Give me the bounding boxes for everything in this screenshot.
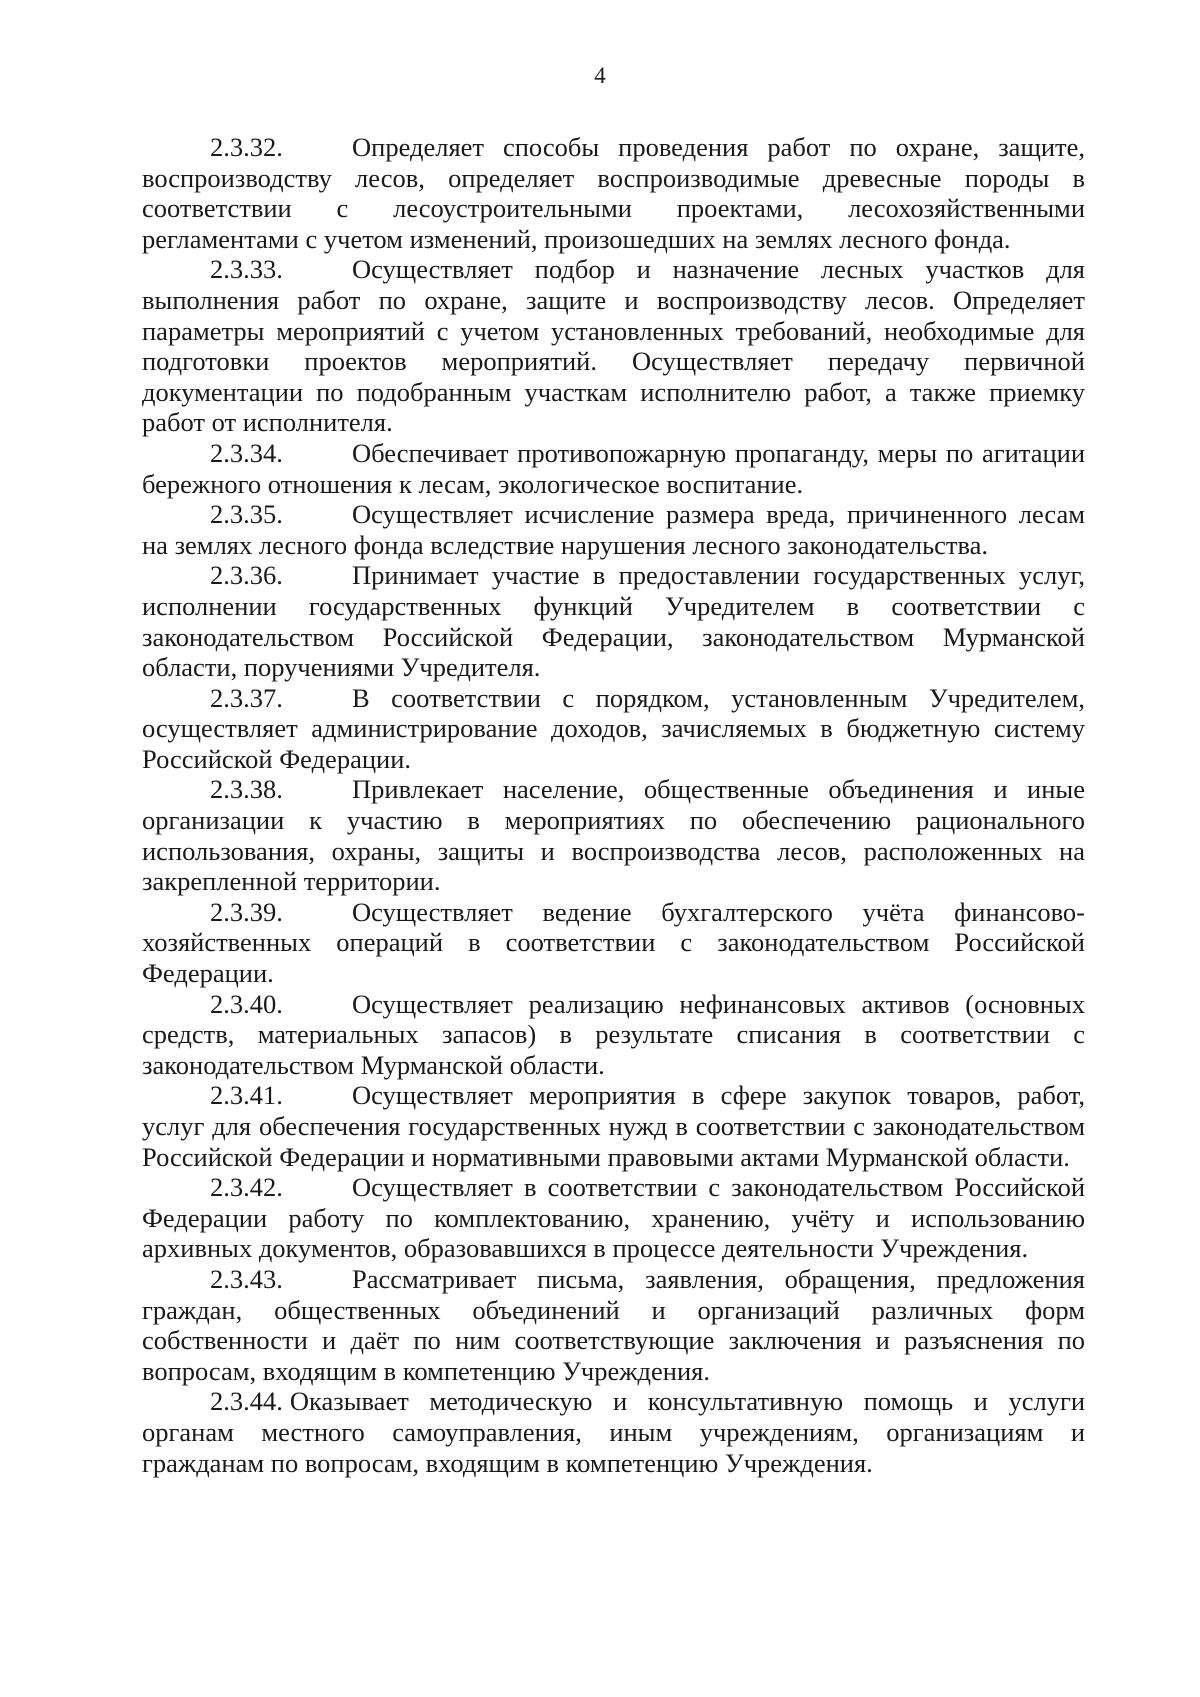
clause-text: Осуществляет подбор и назначение лесных участков для выполнения работ по охране, защите и воспроизводству лесов. Определяет параметры мероприятий с учетом установленных требований, необходимые для подготовки проектов мероприятий. Осуществляет передачу первичной документации по подобранным участкам исполнителю работ, а также приемку работ от исполнителя. xyxy=(142,254,1085,438)
clause-item xyxy=(142,132,1085,254)
clause-text: Осуществляет мероприятия в сфере закупок товаров, работ, услуг для обеспечения государственных нужд в соответствии с законодательством Российской Федерации и нормативными правовыми актами Мурманской области. xyxy=(142,1080,1085,1172)
clause-item xyxy=(142,683,1085,775)
clause-text: Осуществляет ведение бухгалтерского учёта финансово-хозяйственных операций в соответствии с законодательством Российской Федерации. xyxy=(142,896,1085,989)
clause-item xyxy=(142,560,1085,682)
clause-number: 2.3.43. xyxy=(210,1263,283,1294)
clause-item xyxy=(142,1172,1085,1264)
clause-number: 2.3.40. xyxy=(210,988,283,1019)
page-number: 4 xyxy=(594,63,606,88)
clause-number: 2.3.38. xyxy=(210,774,283,805)
clause-item xyxy=(142,438,1085,499)
clause-item xyxy=(142,1080,1085,1172)
clause-text: Осуществляет реализацию нефинансовых активов (основных средств, материальных запасов) в результате списания в соответствии с законодательством Мурманской области. xyxy=(142,988,1085,1080)
clause-text: Определяет способы проведения работ по охране, защите, воспроизводству лесов, определяет воспроизводимые древесные породы в соответствии с лесоустроительными проектами, лесохозяйственными регламентами с учетом изменений, произошедших на землях лесного фонда. xyxy=(142,132,1085,254)
clause-text: Обеспечивает противопожарную пропаганду, меры по агитации бережного отношения к лесам, экологическое воспитание. xyxy=(142,437,1085,499)
clause-number: 2.3.32. xyxy=(210,132,283,162)
clause-number: 2.3.34. xyxy=(210,437,283,468)
clause-number: 2.3.39. xyxy=(210,896,283,927)
clause-number: 2.3.33. xyxy=(210,254,283,285)
clause-item xyxy=(142,499,1085,560)
clause-item xyxy=(142,1264,1085,1386)
clause-number: 2.3.41. xyxy=(210,1080,283,1111)
clause-item xyxy=(142,897,1085,989)
document-body xyxy=(142,132,1085,1478)
clause-item xyxy=(142,254,1085,438)
clause-number: 2.3.37. xyxy=(210,682,283,713)
clause-number: 2.3.35. xyxy=(210,499,283,530)
clause-item xyxy=(142,774,1085,896)
clause-text: Рассматривает письма, заявления, обращения, предложения граждан, общественных объединений и организаций различных форм собственности и даёт по ним соответствующие заключения и разъяснения по вопросам, входящим в компетенцию Учреждения. xyxy=(142,1263,1085,1386)
clause-text: Принимает участие в предоставлении государственных услуг, исполнении государственных функций Учредителем в соответствии с законодательством Российской Федерации, законодательством Мурманской области, поручениями Учредителя. xyxy=(142,560,1085,683)
clause-text: Оказывает методическую и консультативную помощь и услуги органам местного самоуправления, иным учреждениям, организациям и гражданам по вопросам, входящим в компетенцию Учреждения. xyxy=(142,1386,1085,1478)
clause-text: Осуществляет в соответствии с законодательством Российской Федерации работу по комплектованию, хранению, учёту и использованию архивных документов, образовавшихся в процессе деятельности Учреждения. xyxy=(142,1172,1085,1264)
clause-text: Привлекает население, общественные объединения и иные организации к участию в мероприятиях по обеспечению рационального использования, охраны, защиты и воспроизводства лесов, расположенных на закрепленной территории. xyxy=(142,774,1085,897)
clause-number: 2.3.42. xyxy=(210,1172,283,1203)
clause-item xyxy=(142,1386,1085,1478)
clause-text: Осуществляет исчисление размера вреда, причиненного лесам на землях лесного фонда вследствие нарушения лесного законодательства. xyxy=(142,499,1085,560)
clause-text: В соответствии с порядком, установленным Учредителем, осуществляет администрирование доходов, зачисляемых в бюджетную систему Российской Федерации. xyxy=(142,682,1085,774)
clause-number: 2.3.36. xyxy=(210,560,283,591)
clause-number: 2.3.44. xyxy=(210,1386,283,1417)
clause-item xyxy=(142,989,1085,1081)
